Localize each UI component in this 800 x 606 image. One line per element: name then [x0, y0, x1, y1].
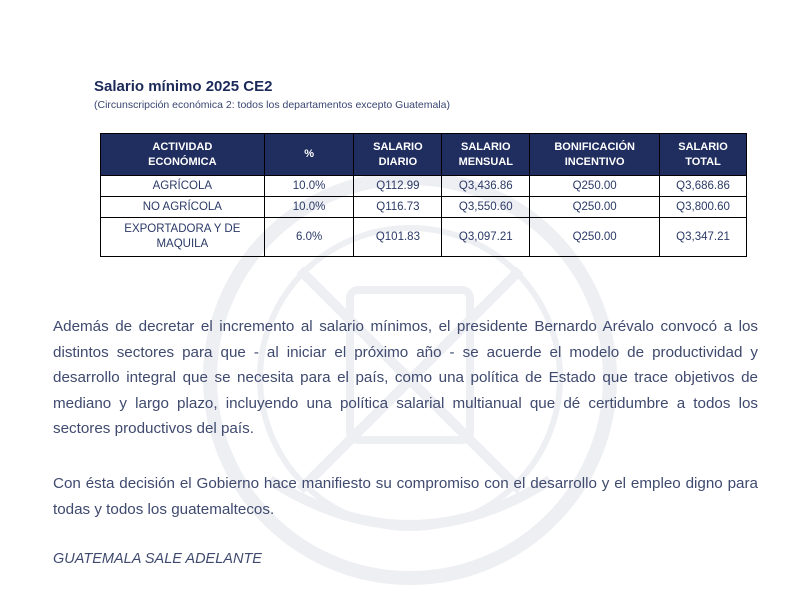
table-header-row [101, 134, 747, 176]
cell-bonificacion: Q250.00 [530, 197, 660, 218]
cell-total: Q3,686.86 [660, 176, 747, 197]
closing-slogan: GUATEMALA SALE ADELANTE [53, 551, 262, 567]
header-salario-diario: SALARIO DIARIO [354, 134, 442, 176]
table-row [101, 197, 747, 218]
cell-bonificacion: Q250.00 [530, 176, 660, 197]
header-salario-total: SALARIO TOTAL [660, 134, 747, 176]
table-row [101, 176, 747, 197]
body-paragraph: Además de decretar el incremento al salario mínimos, el presidente Bernardo Arévalo convocó a los distintos sectores para que - al iniciar el próximo año - se acuerde el modelo de productividad y desarrollo integral que se necesita para el país, como una política de Estado que trace objetivos de mediano y largo plazo, incluyendo una política salarial multianual que dé certidumbre a todos los sectores productivos del país. [53, 318, 758, 437]
cell-actividad: EXPORTADORA Y DE MAQUILA [101, 218, 265, 257]
cell-diario: Q116.73 [354, 197, 442, 218]
cell-total: Q3,347.21 [660, 218, 747, 257]
cell-bonificacion: Q250.00 [530, 218, 660, 257]
header-bonificacion: BONIFICACIÓN INCENTIVO [530, 134, 660, 176]
cell-actividad: NO AGRÍCOLA [101, 197, 265, 218]
table-row [101, 218, 747, 257]
cell-mensual: Q3,097.21 [442, 218, 530, 257]
cell-actividad: AGRÍCOLA [101, 176, 265, 197]
header-actividad: ACTIVIDAD ECONÓMICA [101, 134, 265, 176]
cell-mensual: Q3,550.60 [442, 197, 530, 218]
minimum-wage-table [100, 133, 747, 257]
cell-total: Q3,800.60 [660, 197, 747, 218]
header-percent: % [264, 134, 354, 176]
cell-percent: 6.0% [264, 218, 354, 257]
document-title: Salario mínimo 2025 CE2 [94, 78, 273, 95]
cell-percent: 10.0% [264, 197, 354, 218]
cell-mensual: Q3,436.86 [442, 176, 530, 197]
document-subtitle: (Circunscripción económica 2: todos los departamentos excepto Guatemala) [94, 99, 451, 111]
cell-percent: 10.0% [264, 176, 354, 197]
header-salario-mensual: SALARIO MENSUAL [442, 134, 530, 176]
cell-diario: Q101.83 [354, 218, 442, 257]
cell-diario: Q112.99 [354, 176, 442, 197]
body-paragraph: Con ésta decisión el Gobierno hace manifiesto su compromiso con el desarrollo y el empleo digno para todas y todos los guatemaltecos. [53, 475, 758, 518]
